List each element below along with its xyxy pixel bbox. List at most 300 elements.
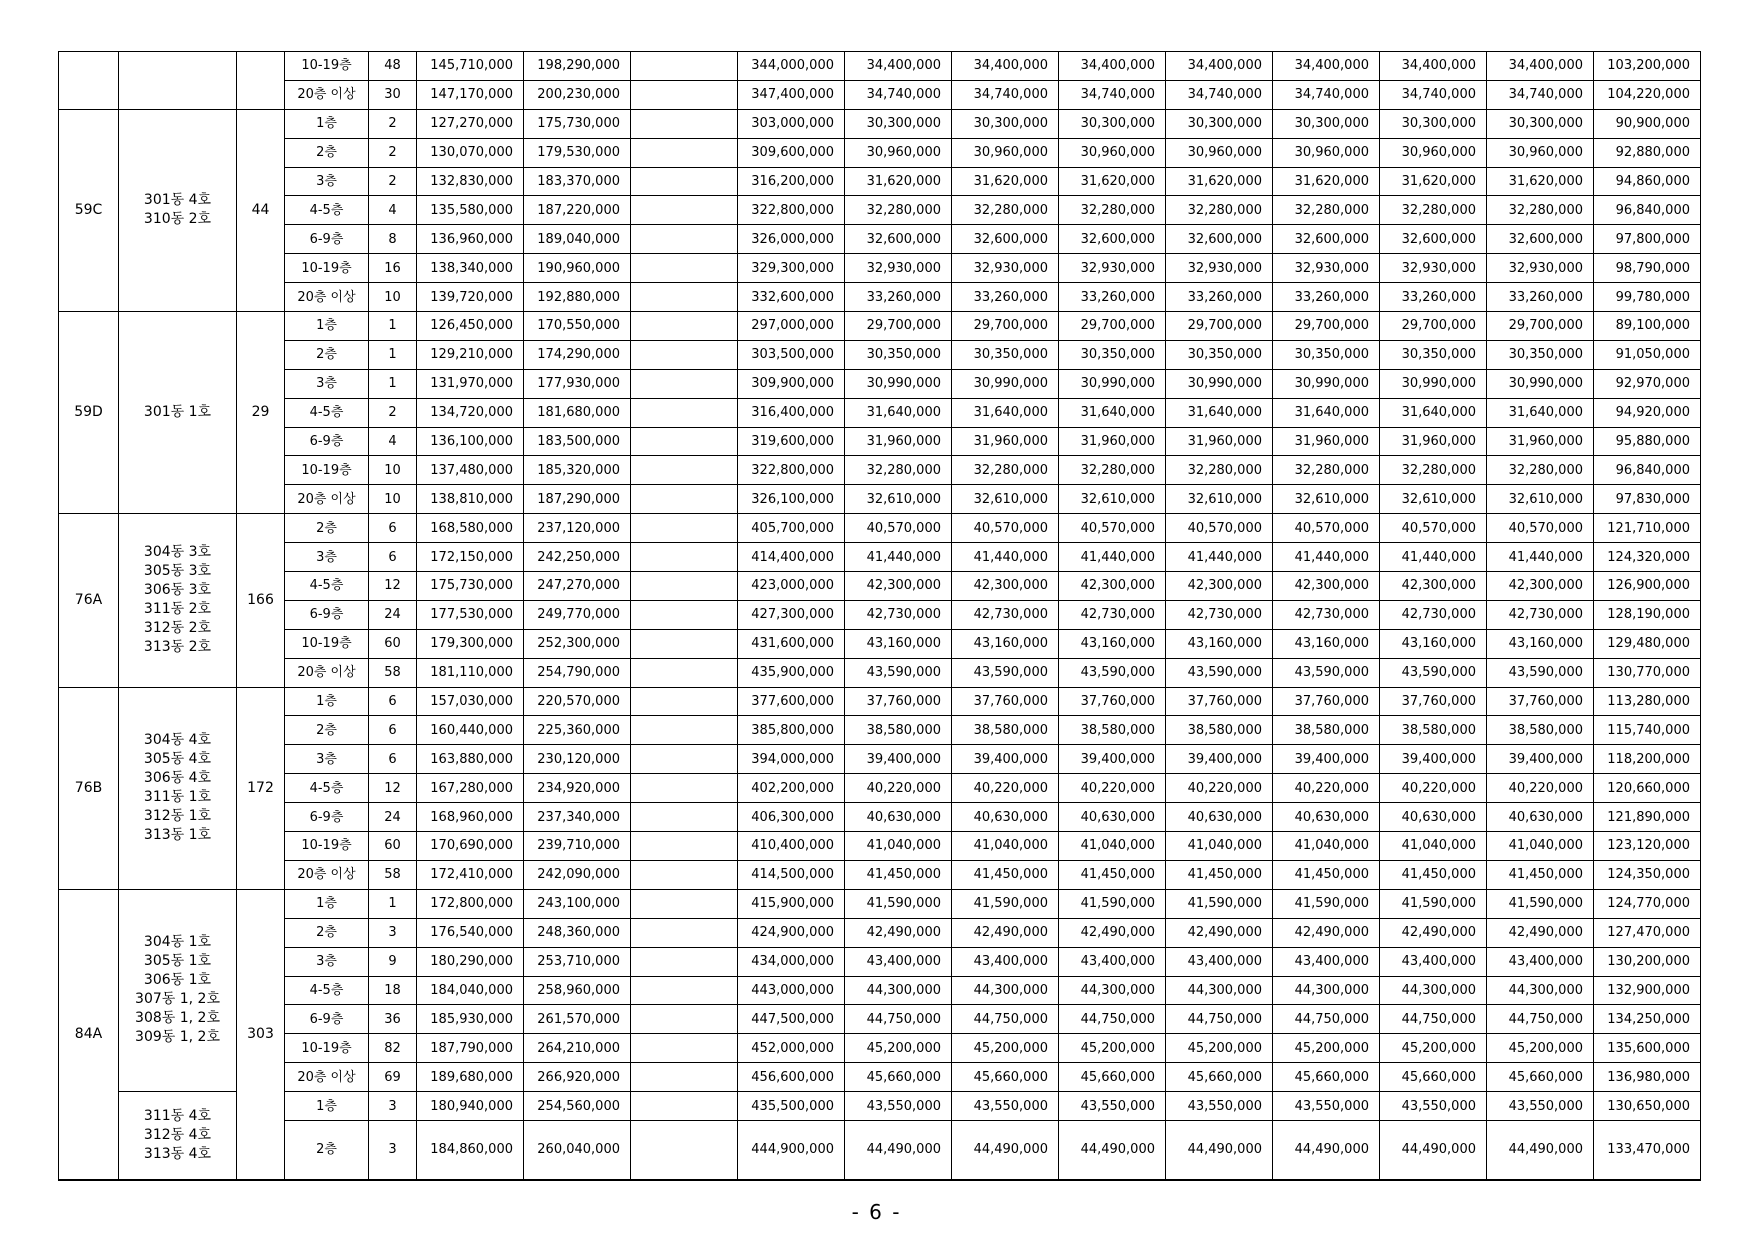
building-price-cell: 264,210,000 [524,1034,631,1063]
extension-cell [631,976,738,1005]
dong-cell [119,52,237,110]
price-table-body [59,52,1701,1180]
count-cell: 30 [369,80,417,109]
extension-cell [631,1034,738,1063]
payment-cell: 96,840,000 [1594,456,1701,485]
payment-cell: 32,930,000 [952,254,1059,283]
floor-cell: 3층 [285,947,369,976]
payment-cell: 40,220,000 [1166,774,1273,803]
dong-line: 305동 3호 [143,563,212,580]
building-price-cell: 254,790,000 [524,658,631,687]
payment-cell: 30,990,000 [1166,369,1273,398]
payment-cell: 37,760,000 [1166,687,1273,716]
payment-cell: 126,900,000 [1594,572,1701,601]
dong-cell [119,687,237,889]
payment-cell: 134,250,000 [1594,1005,1701,1034]
dong-line: 312동 2호 [143,620,212,637]
table-row [59,312,1701,341]
total-price-cell: 414,400,000 [738,543,845,572]
payment-cell: 42,300,000 [1059,572,1166,601]
dong-line: 309동 1, 2호 [135,1029,220,1046]
payment-cell: 30,990,000 [1059,369,1166,398]
building-price-cell: 237,340,000 [524,803,631,832]
building-price-cell: 266,920,000 [524,1063,631,1092]
count-cell: 6 [369,716,417,745]
total-price-cell: 297,000,000 [738,312,845,341]
floor-cell: 10-19층 [285,254,369,283]
payment-cell: 29,700,000 [952,312,1059,341]
count-cell: 69 [369,1063,417,1092]
total-price-cell: 423,000,000 [738,572,845,601]
payment-cell: 45,200,000 [1380,1034,1487,1063]
payment-cell: 94,920,000 [1594,398,1701,427]
payment-cell: 32,280,000 [1166,196,1273,225]
payment-cell: 41,440,000 [1487,543,1594,572]
table-row [59,340,1701,369]
table-row [59,687,1701,716]
floor-cell: 2층 [285,514,369,543]
extension-cell [631,947,738,976]
land-price-cell: 175,730,000 [417,572,524,601]
table-row [59,774,1701,803]
payment-cell: 42,490,000 [1273,918,1380,947]
table-row [59,889,1701,918]
payment-cell: 44,300,000 [845,976,952,1005]
dong-line: 301동 1호 [143,404,212,421]
payment-cell: 31,960,000 [845,427,952,456]
total-price-cell: 326,100,000 [738,485,845,514]
type-cell: 84A [59,889,119,1180]
payment-cell: 41,590,000 [1380,889,1487,918]
count-cell: 12 [369,572,417,601]
count-cell: 2 [369,138,417,167]
payment-cell: 41,440,000 [845,543,952,572]
payment-cell: 44,490,000 [1166,1120,1273,1180]
building-price-cell: 170,550,000 [524,312,631,341]
payment-cell: 37,760,000 [1273,687,1380,716]
extension-cell [631,860,738,889]
payment-cell: 41,040,000 [1059,832,1166,861]
payment-cell: 135,600,000 [1594,1034,1701,1063]
table-row [59,716,1701,745]
payment-cell: 31,620,000 [1273,167,1380,196]
payment-cell: 33,260,000 [1380,283,1487,312]
payment-cell: 31,640,000 [1166,398,1273,427]
payment-cell: 43,160,000 [1059,629,1166,658]
extension-cell [631,456,738,485]
total-price-cell: 414,500,000 [738,860,845,889]
payment-cell: 42,730,000 [1487,600,1594,629]
payment-cell: 32,610,000 [1487,485,1594,514]
payment-cell: 42,300,000 [1487,572,1594,601]
floor-cell: 4-5층 [285,398,369,427]
payment-cell: 44,490,000 [952,1120,1059,1180]
floor-cell: 20층 이상 [285,860,369,889]
land-price-cell: 127,270,000 [417,109,524,138]
payment-cell: 42,490,000 [845,918,952,947]
payment-cell: 39,400,000 [1380,745,1487,774]
payment-cell: 31,960,000 [952,427,1059,456]
payment-cell: 44,750,000 [1273,1005,1380,1034]
units-cell: 29 [237,312,285,514]
payment-cell: 31,620,000 [1487,167,1594,196]
land-price-cell: 160,440,000 [417,716,524,745]
payment-cell: 91,050,000 [1594,340,1701,369]
payment-cell: 37,760,000 [1380,687,1487,716]
extension-cell [631,225,738,254]
payment-cell: 124,770,000 [1594,889,1701,918]
land-price-cell: 126,450,000 [417,312,524,341]
payment-cell: 43,160,000 [1273,629,1380,658]
payment-cell: 44,490,000 [845,1120,952,1180]
payment-cell: 32,930,000 [1273,254,1380,283]
payment-cell: 30,350,000 [1487,340,1594,369]
dong-line: 313동 2호 [143,639,212,656]
payment-cell: 32,280,000 [1487,456,1594,485]
building-price-cell: 234,920,000 [524,774,631,803]
building-price-cell: 189,040,000 [524,225,631,254]
payment-cell: 41,590,000 [1273,889,1380,918]
total-price-cell: 431,600,000 [738,629,845,658]
payment-cell: 32,600,000 [845,225,952,254]
payment-cell: 42,730,000 [845,600,952,629]
dong-line: 311동 2호 [143,601,212,618]
payment-cell: 40,630,000 [1273,803,1380,832]
payment-cell: 32,280,000 [1380,456,1487,485]
payment-cell: 34,740,000 [845,80,952,109]
payment-cell: 44,300,000 [1380,976,1487,1005]
payment-cell: 37,760,000 [952,687,1059,716]
total-price-cell: 402,200,000 [738,774,845,803]
payment-cell: 31,620,000 [1059,167,1166,196]
units-cell: 44 [237,109,285,311]
floor-cell: 6-9층 [285,225,369,254]
total-price-cell: 377,600,000 [738,687,845,716]
payment-cell: 41,440,000 [1380,543,1487,572]
payment-cell: 32,610,000 [1166,485,1273,514]
payment-cell: 44,490,000 [1273,1120,1380,1180]
payment-cell: 32,280,000 [845,196,952,225]
land-price-cell: 138,340,000 [417,254,524,283]
land-price-cell: 157,030,000 [417,687,524,716]
type-cell: 76B [59,687,119,889]
payment-cell: 31,620,000 [1380,167,1487,196]
dong-line: 304동 3호 [143,544,212,561]
payment-cell: 41,040,000 [1273,832,1380,861]
floor-cell: 2층 [285,1120,369,1180]
land-price-cell: 180,290,000 [417,947,524,976]
extension-cell [631,138,738,167]
payment-cell: 42,730,000 [1273,600,1380,629]
building-price-cell: 187,290,000 [524,485,631,514]
floor-cell: 10-19층 [285,1034,369,1063]
payment-cell: 33,260,000 [845,283,952,312]
table-row [59,1063,1701,1092]
count-cell: 10 [369,283,417,312]
building-price-cell: 261,570,000 [524,1005,631,1034]
payment-cell: 30,990,000 [845,369,952,398]
payment-cell: 44,300,000 [1487,976,1594,1005]
payment-cell: 43,400,000 [1166,947,1273,976]
land-price-cell: 177,530,000 [417,600,524,629]
floor-cell: 20층 이상 [285,658,369,687]
payment-cell: 34,400,000 [1380,52,1487,81]
payment-cell: 33,260,000 [1059,283,1166,312]
land-price-cell: 136,960,000 [417,225,524,254]
payment-cell: 38,580,000 [1166,716,1273,745]
payment-cell: 30,300,000 [1059,109,1166,138]
payment-cell: 31,960,000 [1059,427,1166,456]
total-price-cell: 303,000,000 [738,109,845,138]
payment-cell: 37,760,000 [845,687,952,716]
building-price-cell: 239,710,000 [524,832,631,861]
payment-cell: 32,600,000 [1166,225,1273,254]
table-row [59,947,1701,976]
building-price-cell: 230,120,000 [524,745,631,774]
total-price-cell: 322,800,000 [738,456,845,485]
payment-cell: 95,880,000 [1594,427,1701,456]
dong-line: 312동 4호 [143,1127,212,1143]
payment-cell: 32,610,000 [1380,485,1487,514]
count-cell: 36 [369,1005,417,1034]
payment-cell: 40,220,000 [1380,774,1487,803]
extension-cell [631,543,738,572]
payment-cell: 133,470,000 [1594,1120,1701,1180]
payment-cell: 32,280,000 [845,456,952,485]
building-price-cell: 175,730,000 [524,109,631,138]
payment-cell: 30,960,000 [1273,138,1380,167]
payment-cell: 43,160,000 [1487,629,1594,658]
dong-line: 306동 1호 [143,972,212,989]
land-price-cell: 189,680,000 [417,1063,524,1092]
land-price-cell: 147,170,000 [417,80,524,109]
land-price-cell: 139,720,000 [417,283,524,312]
count-cell: 3 [369,1120,417,1180]
payment-cell: 31,640,000 [845,398,952,427]
payment-cell: 121,890,000 [1594,803,1701,832]
payment-cell: 34,400,000 [1059,52,1166,81]
land-price-cell: 131,970,000 [417,369,524,398]
payment-cell: 30,990,000 [1380,369,1487,398]
payment-cell: 45,660,000 [952,1063,1059,1092]
payment-cell: 40,220,000 [1273,774,1380,803]
extension-cell [631,832,738,861]
extension-cell [631,167,738,196]
building-price-cell: 253,710,000 [524,947,631,976]
payment-cell: 39,400,000 [1059,745,1166,774]
count-cell: 6 [369,543,417,572]
payment-cell: 40,570,000 [1273,514,1380,543]
payment-cell: 42,490,000 [1059,918,1166,947]
extension-cell [631,109,738,138]
count-cell: 2 [369,109,417,138]
land-price-cell: 172,410,000 [417,860,524,889]
payment-cell: 38,580,000 [1059,716,1166,745]
dong-cell [119,1092,237,1180]
payment-cell: 41,590,000 [1487,889,1594,918]
payment-cell: 30,960,000 [1487,138,1594,167]
floor-cell: 1층 [285,889,369,918]
payment-cell: 41,450,000 [1059,860,1166,889]
floor-cell: 10-19층 [285,52,369,81]
payment-cell: 97,800,000 [1594,225,1701,254]
payment-cell: 41,440,000 [1166,543,1273,572]
payment-cell: 115,740,000 [1594,716,1701,745]
total-price-cell: 309,900,000 [738,369,845,398]
count-cell: 2 [369,398,417,427]
count-cell: 4 [369,196,417,225]
table-row [59,658,1701,687]
payment-cell: 45,660,000 [1273,1063,1380,1092]
land-price-cell: 130,070,000 [417,138,524,167]
payment-cell: 44,490,000 [1059,1120,1166,1180]
payment-cell: 30,960,000 [952,138,1059,167]
land-price-cell: 129,210,000 [417,340,524,369]
payment-cell: 32,280,000 [952,456,1059,485]
count-cell: 48 [369,52,417,81]
payment-cell: 32,600,000 [1059,225,1166,254]
floor-cell: 4-5층 [285,976,369,1005]
payment-cell: 30,350,000 [1166,340,1273,369]
payment-cell: 41,590,000 [845,889,952,918]
count-cell: 6 [369,687,417,716]
payment-cell: 38,580,000 [1273,716,1380,745]
payment-cell: 43,160,000 [952,629,1059,658]
payment-cell: 45,200,000 [1059,1034,1166,1063]
payment-cell: 34,400,000 [845,52,952,81]
extension-cell [631,572,738,601]
extension-cell [631,745,738,774]
count-cell: 3 [369,918,417,947]
total-price-cell: 303,500,000 [738,340,845,369]
total-price-cell: 316,200,000 [738,167,845,196]
building-price-cell: 192,880,000 [524,283,631,312]
land-price-cell: 172,150,000 [417,543,524,572]
table-row [59,138,1701,167]
payment-cell: 42,730,000 [952,600,1059,629]
payment-cell: 44,300,000 [952,976,1059,1005]
payment-cell: 32,610,000 [845,485,952,514]
total-price-cell: 444,900,000 [738,1120,845,1180]
building-price-cell: 187,220,000 [524,196,631,225]
payment-cell: 41,440,000 [1273,543,1380,572]
count-cell: 2 [369,167,417,196]
dong-line: 305동 4호 [143,751,212,768]
count-cell: 24 [369,803,417,832]
payment-cell: 32,610,000 [952,485,1059,514]
extension-cell [631,1092,738,1121]
payment-cell: 45,660,000 [1059,1063,1166,1092]
land-price-cell: 167,280,000 [417,774,524,803]
payment-cell: 37,760,000 [1487,687,1594,716]
payment-cell: 34,400,000 [1166,52,1273,81]
extension-cell [631,918,738,947]
count-cell: 60 [369,832,417,861]
payment-cell: 99,780,000 [1594,283,1701,312]
payment-cell: 44,750,000 [1380,1005,1487,1034]
total-price-cell: 344,000,000 [738,52,845,81]
building-price-cell: 252,300,000 [524,629,631,658]
land-price-cell: 172,800,000 [417,889,524,918]
payment-cell: 127,470,000 [1594,918,1701,947]
payment-cell: 34,740,000 [1166,80,1273,109]
payment-cell: 40,570,000 [1487,514,1594,543]
payment-cell: 97,830,000 [1594,485,1701,514]
count-cell: 58 [369,658,417,687]
table-row [59,918,1701,947]
table-row [59,745,1701,774]
payment-cell: 30,960,000 [1059,138,1166,167]
payment-cell: 30,300,000 [845,109,952,138]
floor-cell: 2층 [285,716,369,745]
payment-cell: 41,040,000 [845,832,952,861]
payment-cell: 31,960,000 [1380,427,1487,456]
payment-cell: 31,960,000 [1273,427,1380,456]
land-price-cell: 187,790,000 [417,1034,524,1063]
floor-cell: 1층 [285,1092,369,1121]
extension-cell [631,485,738,514]
payment-cell: 29,700,000 [1166,312,1273,341]
table-row [59,283,1701,312]
floor-cell: 4-5층 [285,572,369,601]
payment-cell: 30,300,000 [1166,109,1273,138]
payment-cell: 32,930,000 [1487,254,1594,283]
payment-cell: 32,600,000 [1380,225,1487,254]
payment-cell: 32,280,000 [1487,196,1594,225]
building-price-cell: 242,250,000 [524,543,631,572]
building-price-cell: 200,230,000 [524,80,631,109]
dong-line: 304동 4호 [143,732,212,749]
land-price-cell: 145,710,000 [417,52,524,81]
floor-cell: 20층 이상 [285,80,369,109]
price-table [58,51,1701,1181]
dong-line: 304동 1호 [143,934,212,951]
floor-cell: 2층 [285,138,369,167]
payment-cell: 43,400,000 [1380,947,1487,976]
floor-cell: 6-9층 [285,1005,369,1034]
building-price-cell: 254,560,000 [524,1092,631,1121]
payment-cell: 32,930,000 [1166,254,1273,283]
payment-cell: 41,440,000 [1059,543,1166,572]
payment-cell: 43,400,000 [845,947,952,976]
land-price-cell: 176,540,000 [417,918,524,947]
payment-cell: 39,400,000 [1273,745,1380,774]
count-cell: 1 [369,312,417,341]
payment-cell: 32,610,000 [1059,485,1166,514]
payment-cell: 32,280,000 [1059,196,1166,225]
payment-cell: 43,590,000 [1166,658,1273,687]
payment-cell: 34,740,000 [1273,80,1380,109]
total-price-cell: 406,300,000 [738,803,845,832]
payment-cell: 42,300,000 [1166,572,1273,601]
payment-cell: 113,280,000 [1594,687,1701,716]
payment-cell: 40,630,000 [1380,803,1487,832]
floor-cell: 3층 [285,167,369,196]
payment-cell: 29,700,000 [1380,312,1487,341]
building-price-cell: 243,100,000 [524,889,631,918]
extension-cell [631,196,738,225]
payment-cell: 30,350,000 [1273,340,1380,369]
table-row [59,1092,1701,1121]
extension-cell [631,427,738,456]
building-price-cell: 183,500,000 [524,427,631,456]
payment-cell: 43,160,000 [845,629,952,658]
payment-cell: 32,930,000 [1059,254,1166,283]
payment-cell: 43,590,000 [1273,658,1380,687]
table-row [59,485,1701,514]
units-cell [237,52,285,110]
building-price-cell: 237,120,000 [524,514,631,543]
